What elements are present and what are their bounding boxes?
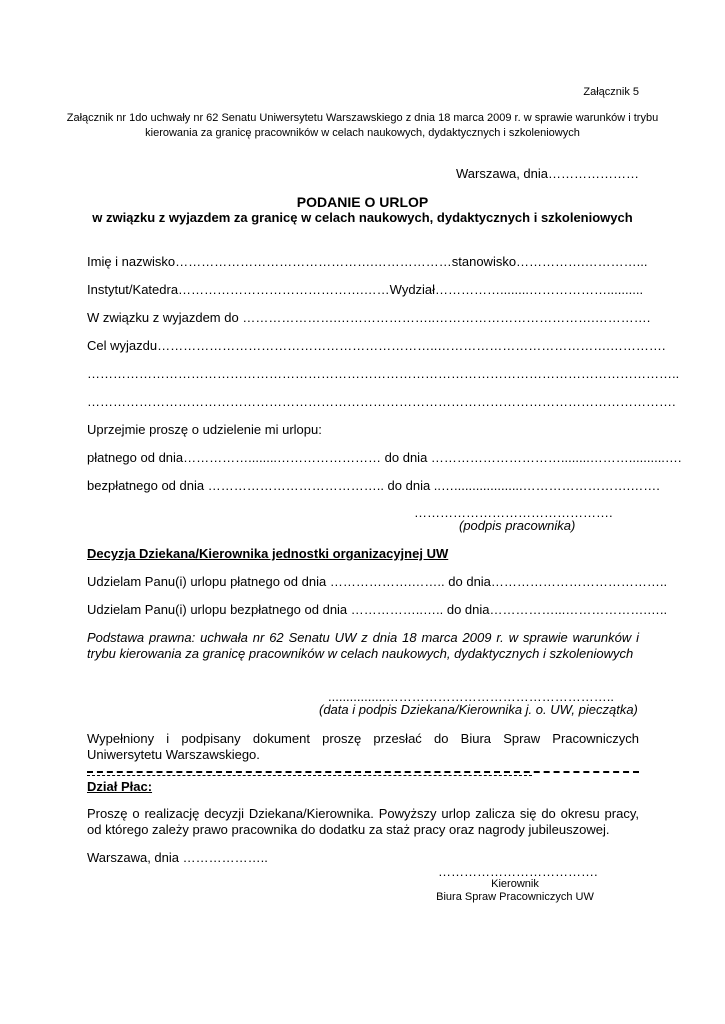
decision-paid-leave-field[interactable]: Udzielam Panu(i) urlopu płatnego od dnia ……………….…….. do dnia………………………………….. (87, 574, 668, 589)
document-title: PODANIE O URLOP (296, 194, 429, 210)
employee-signature-label: (podpis pracownika) (459, 518, 576, 533)
request-text: Uprzejmie proszę o udzielenie mi urlopu: (87, 422, 322, 437)
head-title: Kierownik (491, 878, 539, 890)
trip-purpose-continuation-2[interactable]: ………………………………………………………………………………………………………………………. (87, 394, 676, 409)
attachment-label: Załącznik 5 (583, 86, 639, 98)
submission-note: Wypełniony i podpisany dokument proszę przesłać do Biura Spraw Pracowniczych Uniwersytetu Warszawskiego. (87, 731, 639, 762)
trip-purpose-field[interactable]: Cel wyjazdu………………………………………………………..………………………………….…………. (87, 338, 666, 353)
separator-line (87, 771, 639, 773)
decision-heading: Decyzja Dziekana/Kierownika jednostki organizacyjnej UW (87, 546, 449, 561)
document-subtitle: w związku z wyjazdem za granicę w celach naukowych, dydaktycznych i szkoleniowych (92, 210, 633, 225)
resolution-note: Załącznik nr 1do uchwały nr 62 Senatu Uniwersytetu Warszawskiego z dnia 18 marca 2009 r. w sprawie warunków i trybu kierowania za granicę pracowników w celach naukowych, dydaktycznych i szkoleniowych (66, 112, 659, 139)
trip-purpose-continuation-1[interactable]: ……………………………………………………………………………………………………………………….. (87, 366, 680, 381)
name-position-field[interactable]: Imię i nazwisko……………………………………….………………stanowisko…………….…………... (87, 254, 648, 269)
dean-signature-line[interactable]: ................…………………………………………….. (328, 689, 615, 704)
employee-signature-line[interactable]: ………………………………………. (414, 505, 613, 520)
institute-faculty-field[interactable]: Instytut/Katedra…………………………………….……Wydział……………........……………….......... (87, 282, 644, 297)
unpaid-leave-field[interactable]: bezpłatnego od dnia ………………………………….. do dnia ..…...................…………………….……. (87, 478, 660, 493)
trip-destination-field[interactable]: W związku z wyjazdem do ………………….…………………..……………………………….…………. (87, 310, 651, 325)
dean-signature-label: (data i podpis Dziekana/Kierownika j. o. UW, pieczątka) (319, 702, 638, 717)
separator-line-secondary (87, 775, 532, 776)
paid-leave-field[interactable]: płatnego od dnia……………........…………………… do dnia …………………………........………..........…. (87, 450, 682, 465)
payroll-place-date[interactable]: Warszawa, dnia ……………….. (87, 850, 268, 865)
head-unit: Biura Spraw Pracowniczych UW (436, 891, 594, 903)
head-signature-line[interactable]: ………………………………. (438, 864, 598, 879)
decision-unpaid-leave-field[interactable]: Udzielam Panu(i) urlopu bezpłatnego od dnia ……………..….. do dnia……………...……………….….. (87, 602, 668, 617)
payroll-heading: Dział Płac: (87, 779, 153, 794)
place-date-line: Warszawa, dnia………………… (456, 166, 639, 181)
legal-basis-text: Podstawa prawna: uchwała nr 62 Senatu UW z dnia 18 marca 2009 r. w sprawie warunków i trybu kierowania za granicę pracowników w celach naukowych, dydaktycznych i szkoleniowych (87, 630, 639, 661)
payroll-text: Proszę o realizację decyzji Dziekana/Kierownika. Powyższy urlop zalicza się do okresu pracy, od którego zależy prawo pracownika do dodatku za staż pracy oraz nagrody jubileuszowej. (87, 806, 639, 837)
